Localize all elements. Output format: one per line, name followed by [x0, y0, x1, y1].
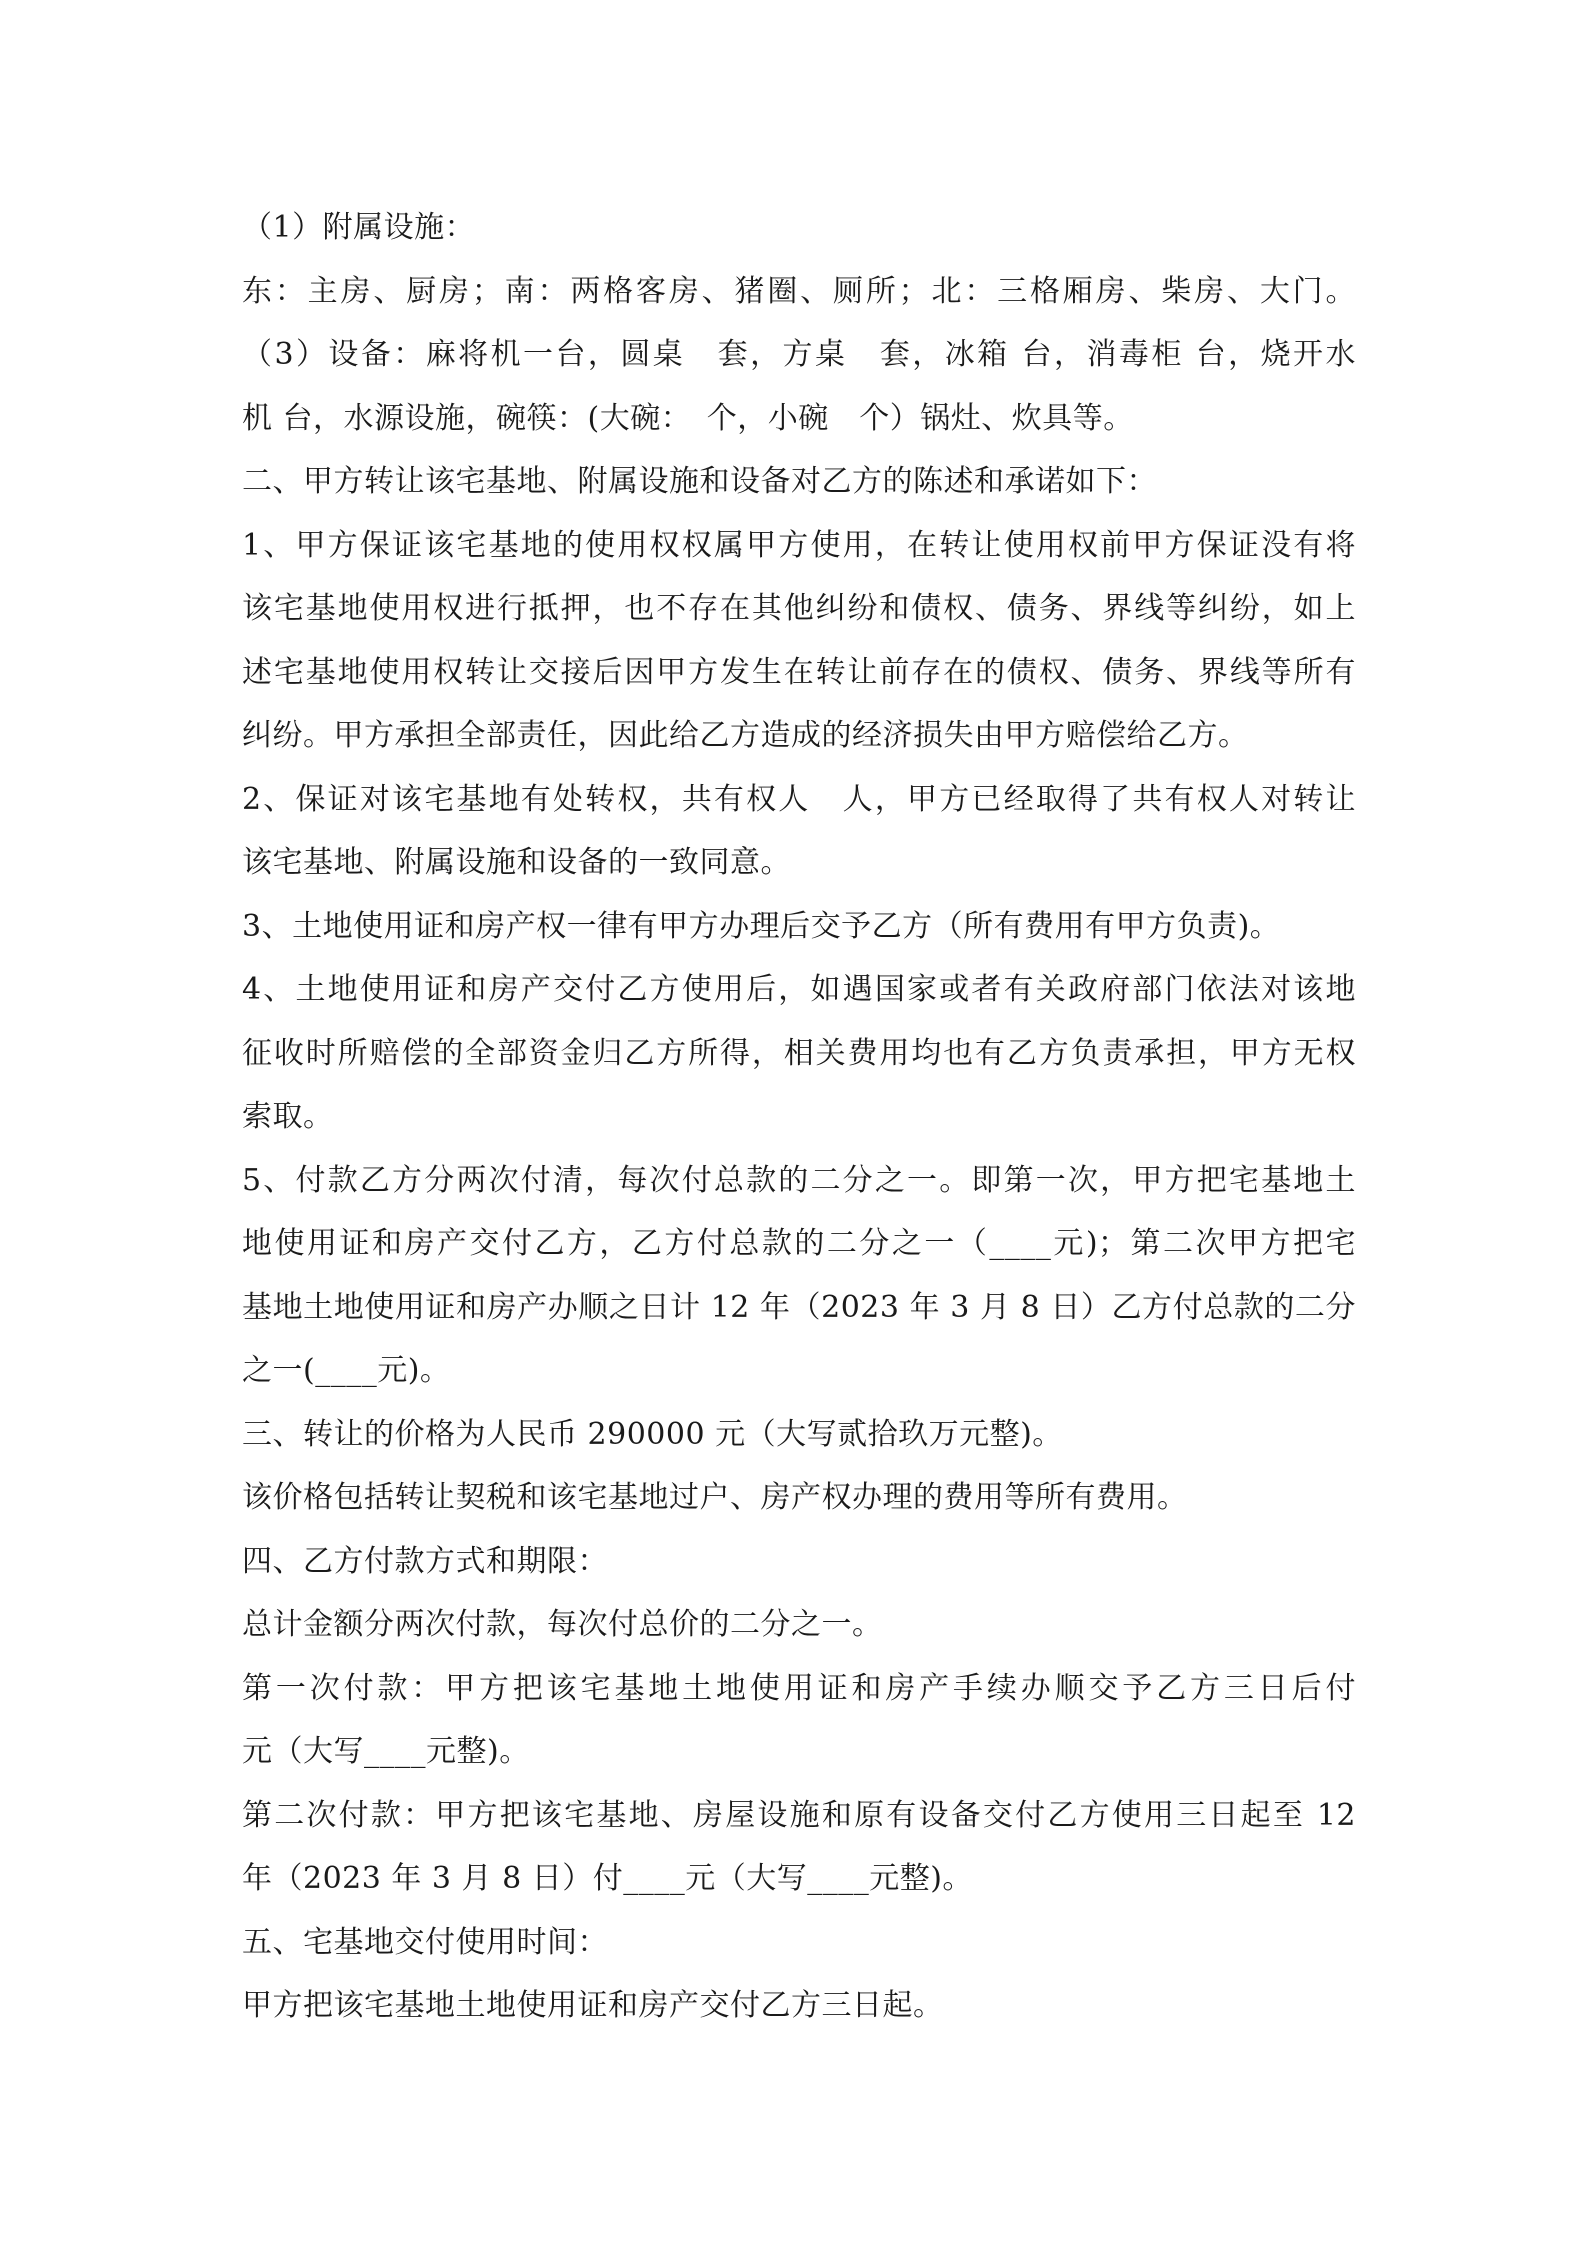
text-line: 4、土地使用证和房产交付乙方使用后，如遇国家或者有关政府部门依法对该地 [242, 972, 1356, 1007]
text-line: 1、甲方保证该宅基地的使用权权属甲方使用，在转让使用权前甲方保证没有将 [242, 527, 1356, 563]
text-line: 该价格包括转让契税和该宅基地过户、房产权办理的费用等所有费用。 [242, 1480, 1188, 1515]
text-line: 基地土地使用证和房产办顺之日计 12 年（2023 年 3 月 8 日）乙方付总款的二分 [242, 1289, 1356, 1325]
text-line: 3、土地使用证和房产权一律有甲方办理后交予乙方（所有费用有甲方负责)。 [242, 908, 1281, 944]
text-line: 二、甲方转让该宅基地、附属设施和设备对乙方的陈述和承诺如下： [242, 464, 1157, 499]
text-line: 第一次付款：甲方把该宅基地土地使用证和房产手续办顺交予乙方三日后付 [242, 1670, 1356, 1706]
text-line: 元（大写____元整)。 [242, 1734, 530, 1769]
text-line: 第二次付款：甲方把该宅基地、房屋设施和原有设备交付乙方使用三日起至 12 [242, 1797, 1356, 1833]
text-line: 三、转让的价格为人民币 290000 元（大写贰拾玖万元整)。 [242, 1416, 1063, 1452]
text-line: 甲方把该宅基地土地使用证和房产交付乙方三日起。 [242, 1988, 944, 2023]
text-line: 地使用证和房产交付乙方，乙方付总款的二分之一（____元)；第二次甲方把宅 [242, 1226, 1356, 1261]
text-line: 征收时所赔偿的全部资金归乙方所得，相关费用均也有乙方负责承担，甲方无权 [242, 1035, 1356, 1071]
text-line: 四、乙方付款方式和期限： [242, 1543, 608, 1579]
text-line: 索取。 [242, 1099, 334, 1134]
text-line: 述宅基地使用权转让交接后因甲方发生在转让前存在的债权、债务、界线等所有 [242, 654, 1356, 690]
text-line: 之一(____元)。 [242, 1353, 451, 1388]
text-line: 东：主房、厨房；南：两格客房、猪圈、厕所；北：三格厢房、柴房、大门。 [242, 273, 1356, 309]
text-line: 纠纷。甲方承担全部责任，因此给乙方造成的经济损失由甲方赔偿给乙方。 [242, 718, 1249, 753]
text-line: 总计金额分两次付款，每次付总价的二分之一。 [242, 1607, 883, 1642]
text-line: 5、付款乙方分两次付清，每次付总款的二分之一。即第一次，甲方把宅基地土 [242, 1162, 1356, 1198]
text-line: 机 台，水源设施，碗筷：(大碗： 个，小碗 个）锅灶、炊具等。 [242, 400, 1134, 436]
text-line: 五、宅基地交付使用时间： [242, 1924, 608, 1960]
text-line: 该宅基地使用权进行抵押，也不存在其他纠纷和债权、债务、界线等纠纷，如上 [242, 591, 1356, 626]
text-line: 2、保证对该宅基地有处转权，共有权人 人，甲方已经取得了共有权人对转让 [242, 781, 1356, 817]
document-body [242, 196, 1356, 2038]
text-line: 该宅基地、附属设施和设备的一致同意。 [242, 845, 791, 880]
text-line: （3）设备：麻将机一台，圆桌 套，方桌 套，冰箱 台，消毒柜 台，烧开水 [242, 337, 1356, 372]
text-line: 年（2023 年 3 月 8 日）付____元（大写____元整)。 [242, 1861, 973, 1896]
text-line: （1）附属设施： [242, 210, 476, 245]
